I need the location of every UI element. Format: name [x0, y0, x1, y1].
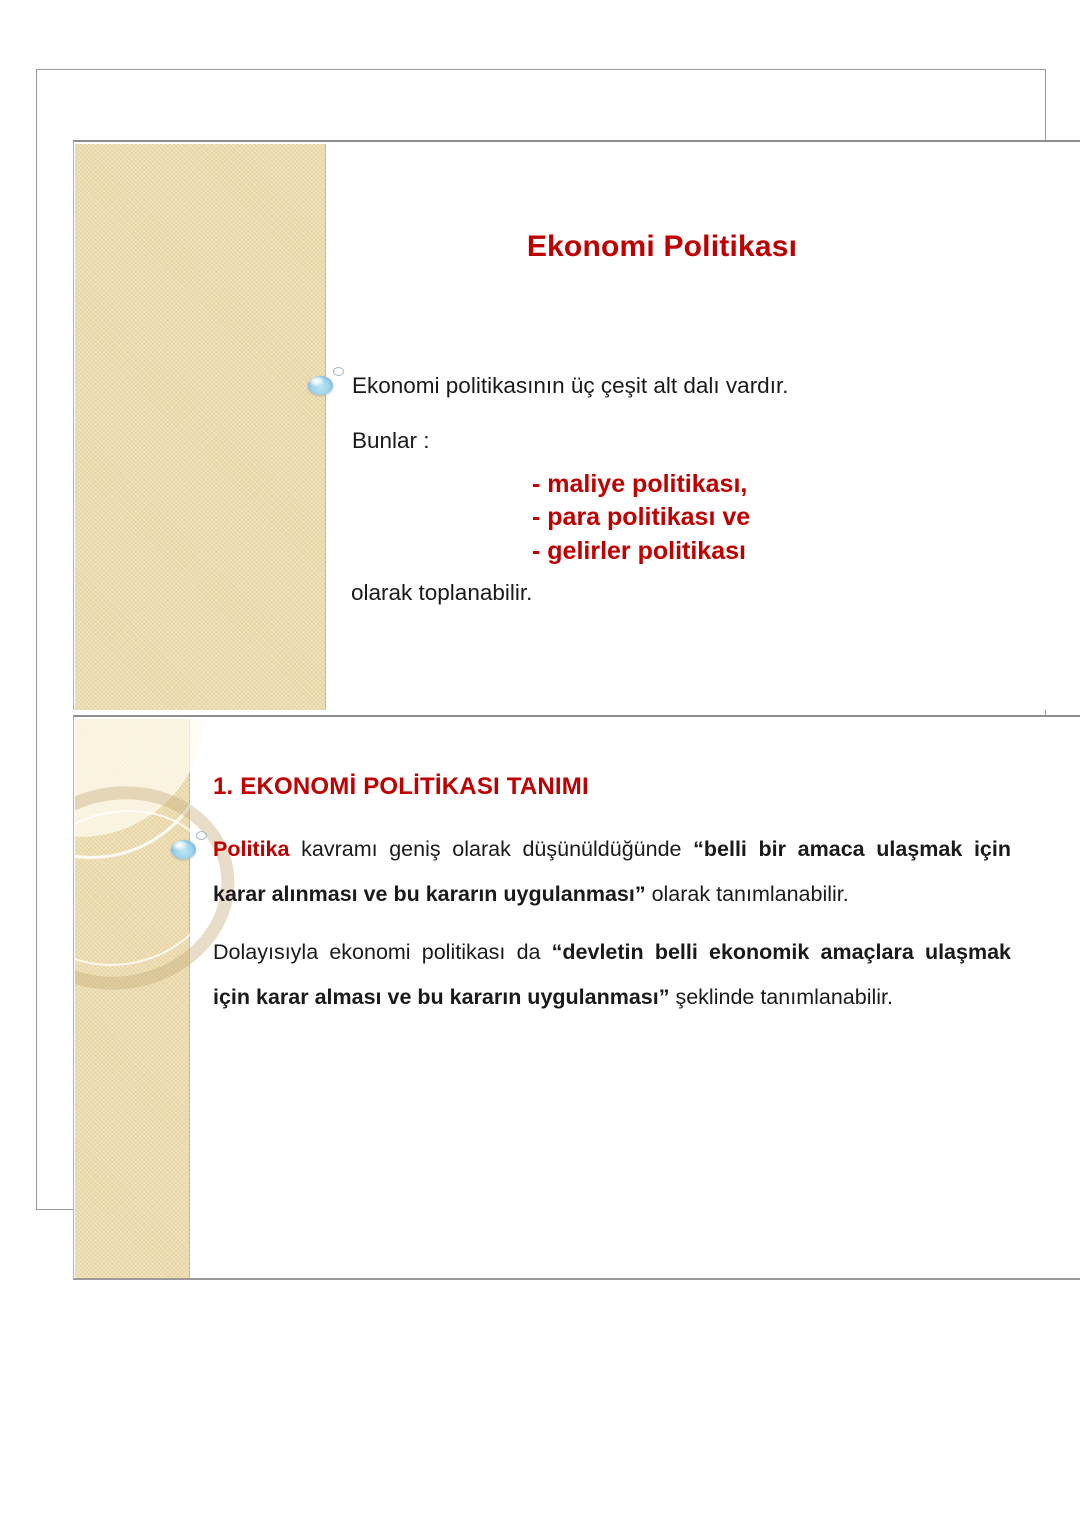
decorative-wedge-shape: [75, 719, 205, 837]
slide-1: [73, 140, 1080, 710]
slide-1-policy-list: [532, 468, 1054, 569]
list-item: - gelirler politikası: [532, 537, 746, 566]
droplet-small-circle-icon: [196, 831, 207, 840]
paragraph-ekonomi-politikasi-tanimi: Dolayısıyla ekonomi politikası da “devletin belli ekonomik amaçlara ulaşmak için karar alması ve bu kararın uygulanması” şeklinde tanımlanabilir.: [213, 940, 1011, 1010]
list-item: - para politikası ve: [532, 503, 751, 532]
slide-1-intro-line: Ekonomi politikasının üç çeşit alt dalı vardır.: [352, 373, 789, 398]
slide-2: [73, 715, 1080, 1280]
paragraph-politika-tanimi: Politika kavramı geniş olarak düşünüldüğünde “belli bir amaca ulaşmak için karar alınması ve bu kararın uygulanması” olarak tanımlanabilir.: [213, 837, 1011, 906]
slide-1-bullet-block: [352, 372, 1054, 608]
slide-1-lead-in-line: Bunlar :: [352, 427, 430, 453]
slide-1-title: Ekonomi Politikası: [526, 230, 798, 264]
slide-1-decorative-band: [75, 144, 326, 710]
document-page: [36, 69, 1046, 1210]
slide-1-closing-line: olarak toplanabilir.: [351, 579, 533, 605]
slide-2-content: [190, 717, 1080, 1278]
slide-2-paragraph-block: [213, 827, 1011, 1020]
droplet-small-circle-icon: [333, 367, 344, 376]
slide-1-content: [326, 142, 1080, 710]
slide-2-decorative-band: [75, 719, 190, 1280]
slide-2-heading: 1. EKONOMİ POLİTİKASI TANIMI: [213, 772, 589, 800]
list-item: - maliye politikası,: [532, 469, 748, 498]
